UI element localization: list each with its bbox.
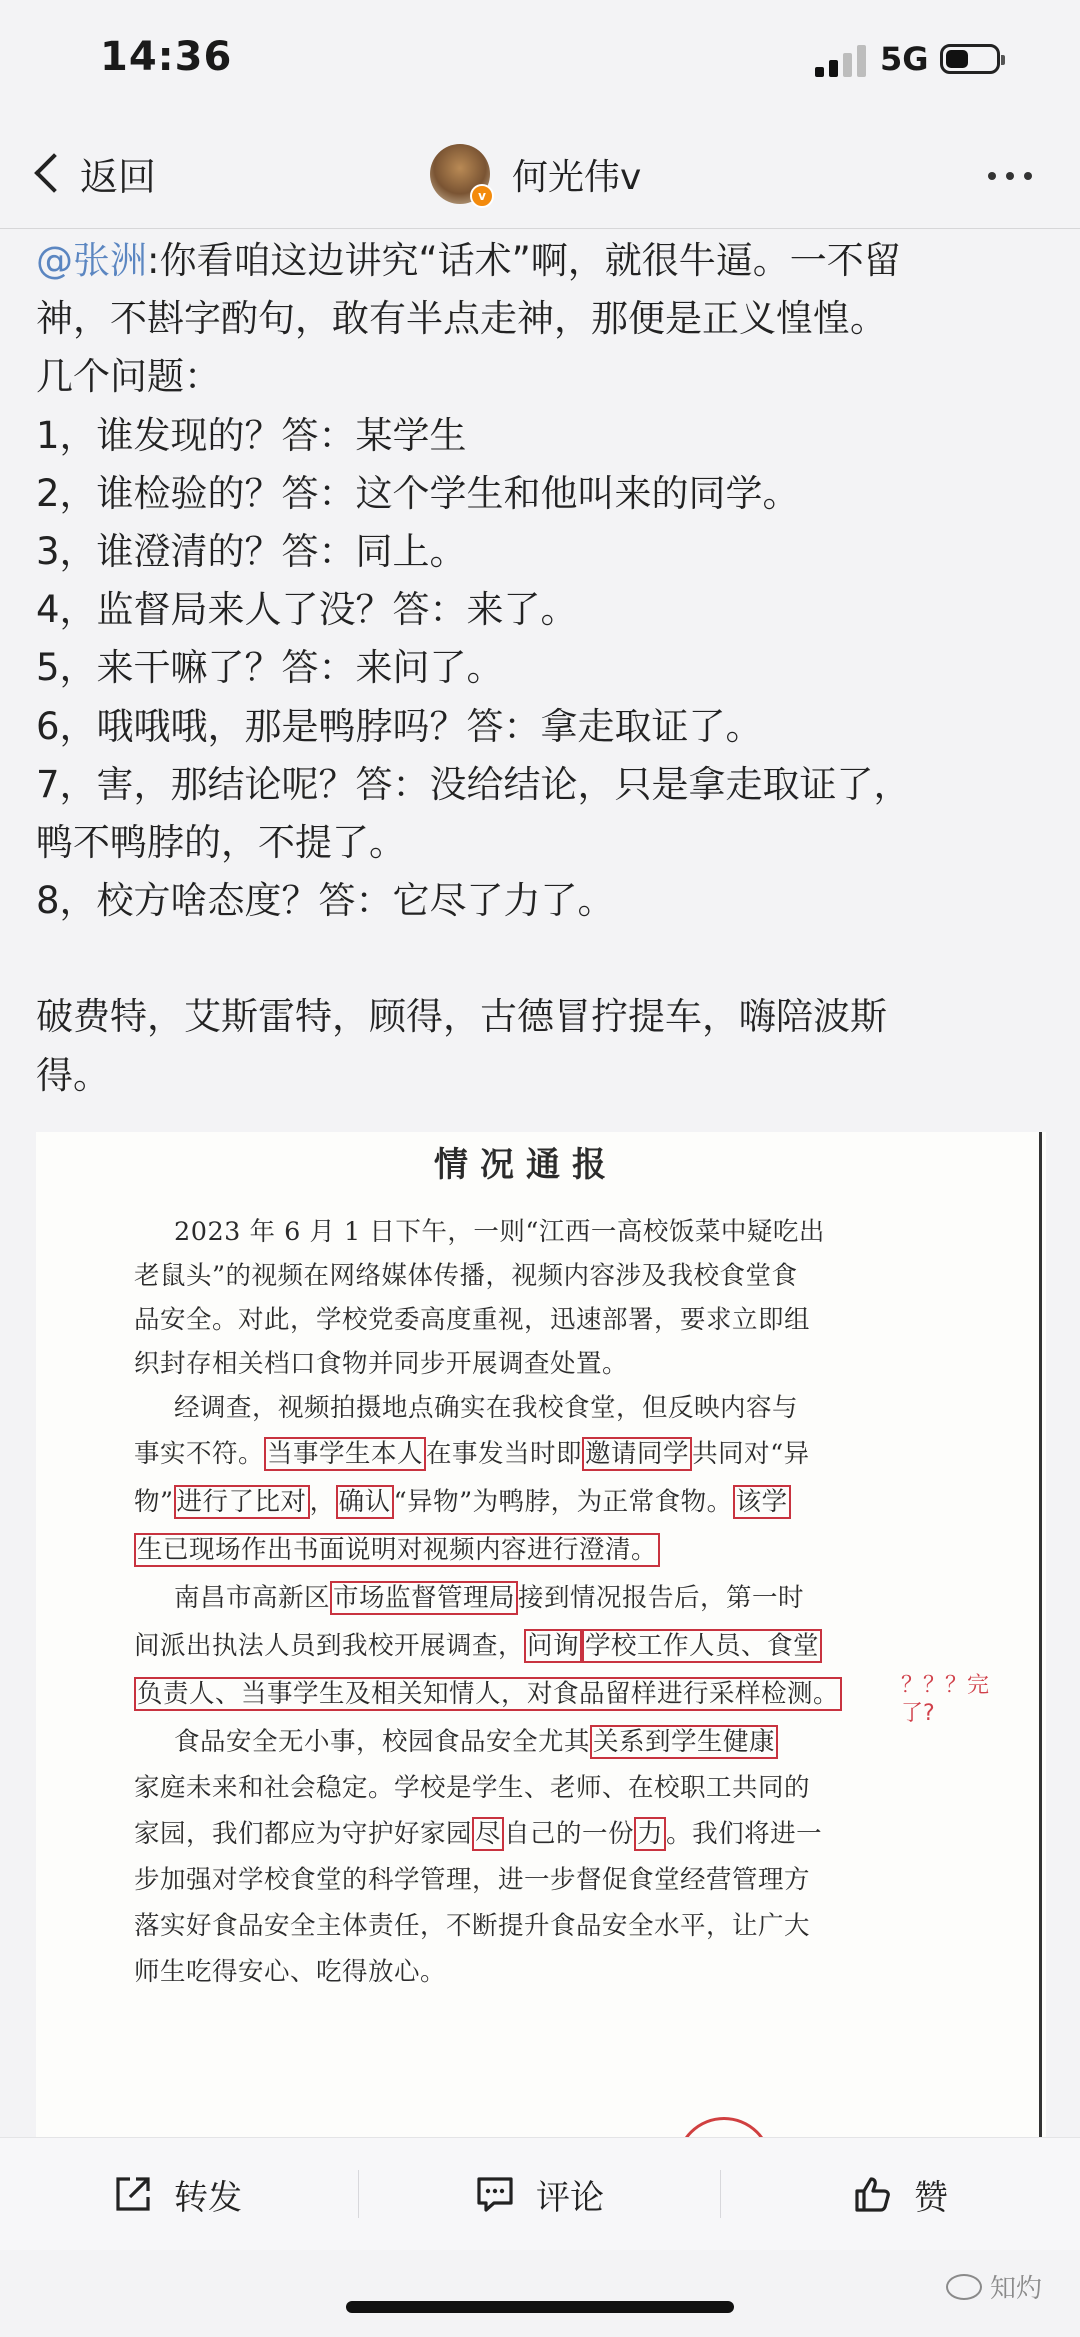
comment-button[interactable] xyxy=(474,2138,604,2250)
highlight-box: 问询 xyxy=(524,1629,582,1663)
doc-line: 家园，我们都应为守护好家园 尽 自己的一份 力 。我们将进一 xyxy=(134,1819,823,1849)
highlight-box: 进行了比对 xyxy=(174,1485,310,1519)
highlight-box: 学校工作人员、食堂 xyxy=(582,1629,822,1663)
like-label: 赞 xyxy=(914,2177,948,2218)
action-bar xyxy=(0,2137,1080,2250)
repost-button[interactable] xyxy=(112,2138,242,2250)
highlight-box: 关系到学生健康 xyxy=(590,1725,778,1759)
highlight-box: 生已现场作出书面说明对视频内容进行澄清。 xyxy=(134,1533,660,1567)
doc-line: 物” 进行了比对 ， 确认 “异物”为鸭脖，为正常食物。 该学 xyxy=(134,1482,791,1518)
thumbs-up-icon xyxy=(852,2173,894,2215)
doc-line: 家庭未来和社会稳定。学校是学生、老师、在校职工共同的 xyxy=(134,1773,811,1803)
post-line: 神，不斟字酌句，敢有半点走神，那便是正义惶惶。 xyxy=(36,297,887,341)
highlight-box: 该学 xyxy=(733,1485,791,1519)
doc-line: 织封存相关档口食物并同步开展调查处置。 xyxy=(134,1349,629,1379)
watermark: 知灼 xyxy=(946,2268,1042,2305)
doc-line: 师生吃得安心、吃得放心。 xyxy=(134,1957,447,1987)
back-button[interactable] xyxy=(24,145,156,201)
post-line: 5，来干嘛了？答：来问了。 xyxy=(36,646,504,690)
red-seal-stamp xyxy=(676,2117,772,2137)
attached-document-image[interactable] xyxy=(36,1132,1046,2137)
doc-line: 事实不符。 当事学生本人 在事发当时即 邀请同学 共同对“异 xyxy=(134,1439,810,1469)
username[interactable]: 何光伟ⅴ xyxy=(512,156,642,198)
share-icon xyxy=(112,2173,154,2215)
post-line: 几个问题： xyxy=(36,355,221,399)
doc-line: 老鼠头”的视频在网络媒体传播，视频内容涉及我校食堂食 xyxy=(134,1261,798,1291)
doc-line: 品安全。对此，学校党委高度重视，迅速部署，要求立即组 xyxy=(134,1305,811,1335)
document-title: 情况通报 xyxy=(434,1145,618,1185)
post-line: 2，谁检验的？答：这个学生和他叫来的同学。 xyxy=(36,471,800,515)
post-line: 7，害，那结论呢？答：没给结论，只是拿走取证了， xyxy=(36,762,911,806)
highlight-box: 邀请同学 xyxy=(582,1437,692,1471)
mention-link[interactable]: @张洲 xyxy=(36,239,147,282)
platform-logo-icon xyxy=(946,2274,982,2300)
doc-line: 间派出执法人员到我校开展调查， 问询 学校工作人员、食堂 xyxy=(134,1626,822,1662)
margin-annotation: ？？？完 了? xyxy=(901,1673,990,1726)
status-time: 14:36 xyxy=(100,34,233,80)
doc-line: 经调查，视频拍摄地点确实在我校食堂，但反映内容与 xyxy=(174,1393,799,1423)
doc-line: 步加强对学校食堂的科学管理，进一步督促食堂经营管理方 xyxy=(134,1865,811,1895)
post-line: 8，校方啥态度？答：它尽了力了。 xyxy=(36,879,615,923)
post-line: 4，监督局来人了没？答：来了。 xyxy=(36,588,578,632)
doc-line: 南昌市高新区 市场监督管理局 接到情况报告后，第一时 xyxy=(174,1583,805,1613)
highlight-box: 力 xyxy=(634,1817,666,1851)
post-line: 6，哦哦哦，那是鸭脖吗？答：拿走取证了。 xyxy=(36,704,763,748)
home-indicator[interactable] xyxy=(346,2301,734,2313)
comment-icon xyxy=(474,2173,516,2215)
chevron-left-icon xyxy=(34,153,74,193)
highlight-box: 市场监督管理局 xyxy=(330,1581,518,1615)
profile-header[interactable] xyxy=(430,144,641,204)
post-line: @张洲:你看咱这边讲究“话术”啊，就很牛逼。一不留 xyxy=(36,239,901,282)
verified-badge-icon: v xyxy=(470,184,494,208)
post-line: 鸭不鸭脖的，不提了。 xyxy=(36,821,406,865)
avatar[interactable] xyxy=(430,144,490,204)
signal-icon xyxy=(815,45,867,77)
doc-line xyxy=(134,1530,660,1566)
post-line: 1，谁发现的？答：某学生 xyxy=(36,413,467,457)
back-label: 返回 xyxy=(80,154,157,199)
comment-label: 评论 xyxy=(536,2177,604,2218)
more-icon[interactable] xyxy=(988,172,1032,180)
doc-line: 落实好食品安全主体责任，不断提升食品安全水平，让广大 xyxy=(134,1911,811,1941)
doc-line xyxy=(134,1674,842,1710)
like-button[interactable] xyxy=(852,2138,948,2250)
nav-bar xyxy=(0,120,1080,229)
highlight-box: 尽 xyxy=(472,1817,504,1851)
post-body xyxy=(36,232,1056,1105)
battery-icon xyxy=(940,44,1000,74)
doc-line: 2023 年 6 月 1 日下午，一则“江西一高校饭菜中疑吃出 xyxy=(174,1217,825,1247)
highlight-box: 当事学生本人 xyxy=(264,1437,426,1471)
repost-label: 转发 xyxy=(174,2177,242,2218)
post-line: 破费特，艾斯雷特，顾得，古德冒拧提车，嗨陪波斯 xyxy=(36,995,887,1039)
doc-line: 食品安全无小事，校园食品安全尤其 关系到学生健康 xyxy=(174,1722,778,1758)
network-type: 5G xyxy=(880,40,929,78)
status-bar xyxy=(0,0,1080,120)
highlight-box: 确认 xyxy=(336,1485,394,1519)
post-line: 得。 xyxy=(36,1053,110,1097)
highlight-box: 负责人、当事学生及相关知情人，对食品留样进行采样检测。 xyxy=(134,1677,842,1711)
post-line: 3，谁澄清的？答：同上。 xyxy=(36,530,467,574)
